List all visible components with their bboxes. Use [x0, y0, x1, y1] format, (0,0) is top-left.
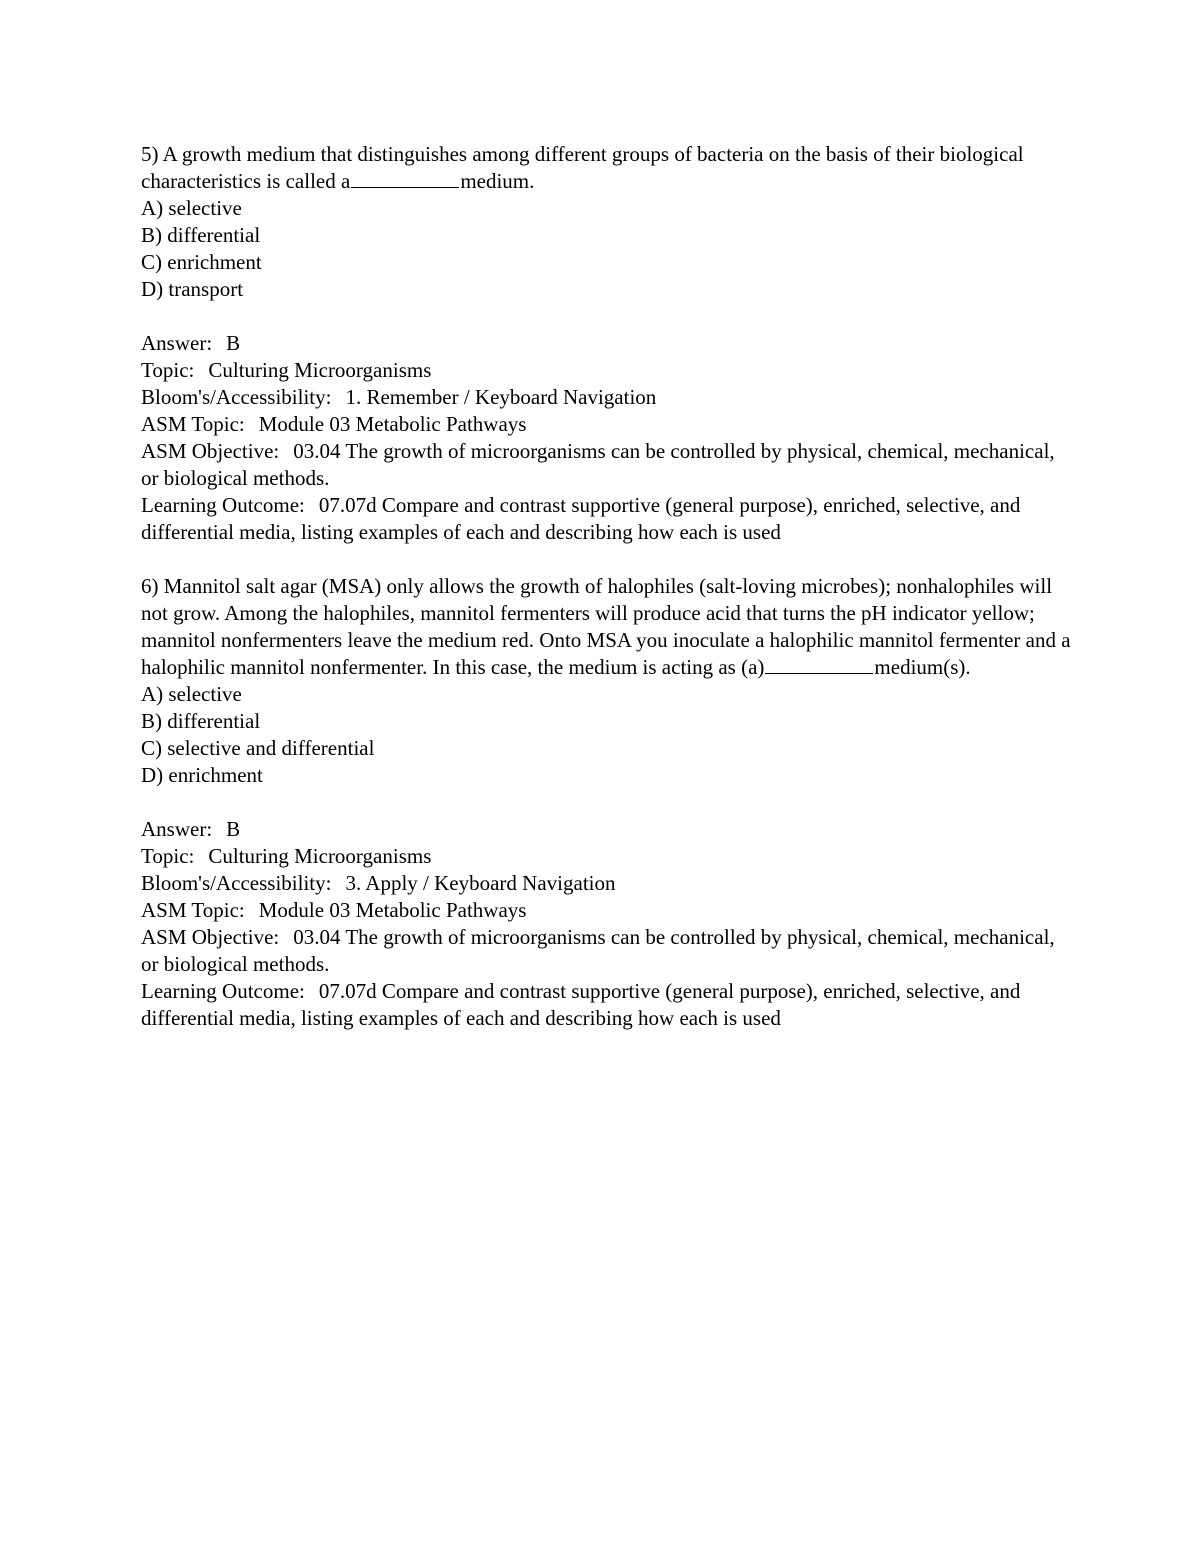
choice-a: A) selective [141, 682, 242, 706]
blooms-label: Bloom's/Accessibility: [141, 385, 332, 409]
answer-value: B [226, 817, 241, 841]
question-stem [141, 141, 1071, 195]
topic-line [141, 357, 1071, 384]
choice-c: C) selective and differential [141, 736, 375, 760]
asm-objective-value: 03.04 The growth of microorganisms can be controlled by physical, chemical, mechanical, or biological methods. [141, 925, 1055, 976]
choice-d: D) enrichment [141, 763, 263, 787]
choice-c: C) enrichment [141, 250, 262, 274]
question-text: Mannitol salt agar (MSA) only allows the growth of halophiles (salt-loving microbes); nonhalophiles will not grow. Among the halophiles, mannitol fermenters will produce acid that turns the pH indicator yellow; mannitol nonfermenters leave the medium red. Onto MSA you inoculate a halophilic mannitol fermenter and a halophilic mannitol nonfermenter. In this case, the medium is acting as (a) [141, 574, 1071, 679]
answer-blank [765, 654, 873, 674]
answer-blank [351, 168, 459, 188]
choice-d: D) transport [141, 277, 244, 301]
asm-topic-line [141, 411, 1071, 438]
question-5 [141, 141, 1071, 546]
blooms-line [141, 384, 1071, 411]
asm-objective-label: ASM Objective: [141, 439, 280, 463]
topic-value: Culturing Microorganisms [208, 358, 432, 382]
blooms-label: Bloom's/Accessibility: [141, 871, 332, 895]
choice-b: B) differential [141, 223, 261, 247]
topic-label: Topic: [141, 844, 195, 868]
document-page [141, 141, 1071, 1032]
answer-label: Answer: [141, 817, 213, 841]
asm-topic-line [141, 897, 1071, 924]
asm-objective-label: ASM Objective: [141, 925, 280, 949]
question-stem [141, 573, 1071, 681]
topic-value: Culturing Microorganisms [208, 844, 432, 868]
answer-line [141, 330, 1071, 357]
question-number: 6) [141, 574, 159, 598]
question-text-end: medium(s). [874, 655, 971, 679]
blooms-line [141, 870, 1071, 897]
asm-topic-value: Module 03 Metabolic Pathways [258, 898, 527, 922]
asm-topic-label: ASM Topic: [141, 412, 245, 436]
learning-outcome-line [141, 492, 1071, 546]
learning-outcome-line [141, 978, 1071, 1032]
topic-line [141, 843, 1071, 870]
answer-label: Answer: [141, 331, 213, 355]
choice-a: A) selective [141, 196, 242, 220]
question-metadata [141, 816, 1071, 1032]
blooms-value: 1. Remember / Keyboard Navigation [345, 385, 657, 409]
choice-b: B) differential [141, 709, 261, 733]
asm-topic-label: ASM Topic: [141, 898, 245, 922]
question-text-end: medium. [460, 169, 535, 193]
asm-objective-value: 03.04 The growth of microorganisms can be controlled by physical, chemical, mechanical, or biological methods. [141, 439, 1055, 490]
answer-value: B [226, 331, 241, 355]
answer-line [141, 816, 1071, 843]
learning-outcome-value: 07.07d Compare and contrast supportive (general purpose), enriched, selective, and differential media, listing examples of each and describing how each is used [141, 979, 1021, 1030]
learning-outcome-label: Learning Outcome: [141, 979, 305, 1003]
blooms-value: 3. Apply / Keyboard Navigation [345, 871, 616, 895]
question-metadata [141, 330, 1071, 546]
question-text: A growth medium that distinguishes among different groups of bacteria on the basis of their biological characteristics is called a [141, 142, 1024, 193]
question-6 [141, 573, 1071, 1032]
question-number: 5) [141, 142, 159, 166]
topic-label: Topic: [141, 358, 195, 382]
learning-outcome-label: Learning Outcome: [141, 493, 305, 517]
learning-outcome-value: 07.07d Compare and contrast supportive (general purpose), enriched, selective, and differential media, listing examples of each and describing how each is used [141, 493, 1021, 544]
asm-topic-value: Module 03 Metabolic Pathways [258, 412, 527, 436]
asm-objective-line [141, 924, 1071, 978]
asm-objective-line [141, 438, 1071, 492]
